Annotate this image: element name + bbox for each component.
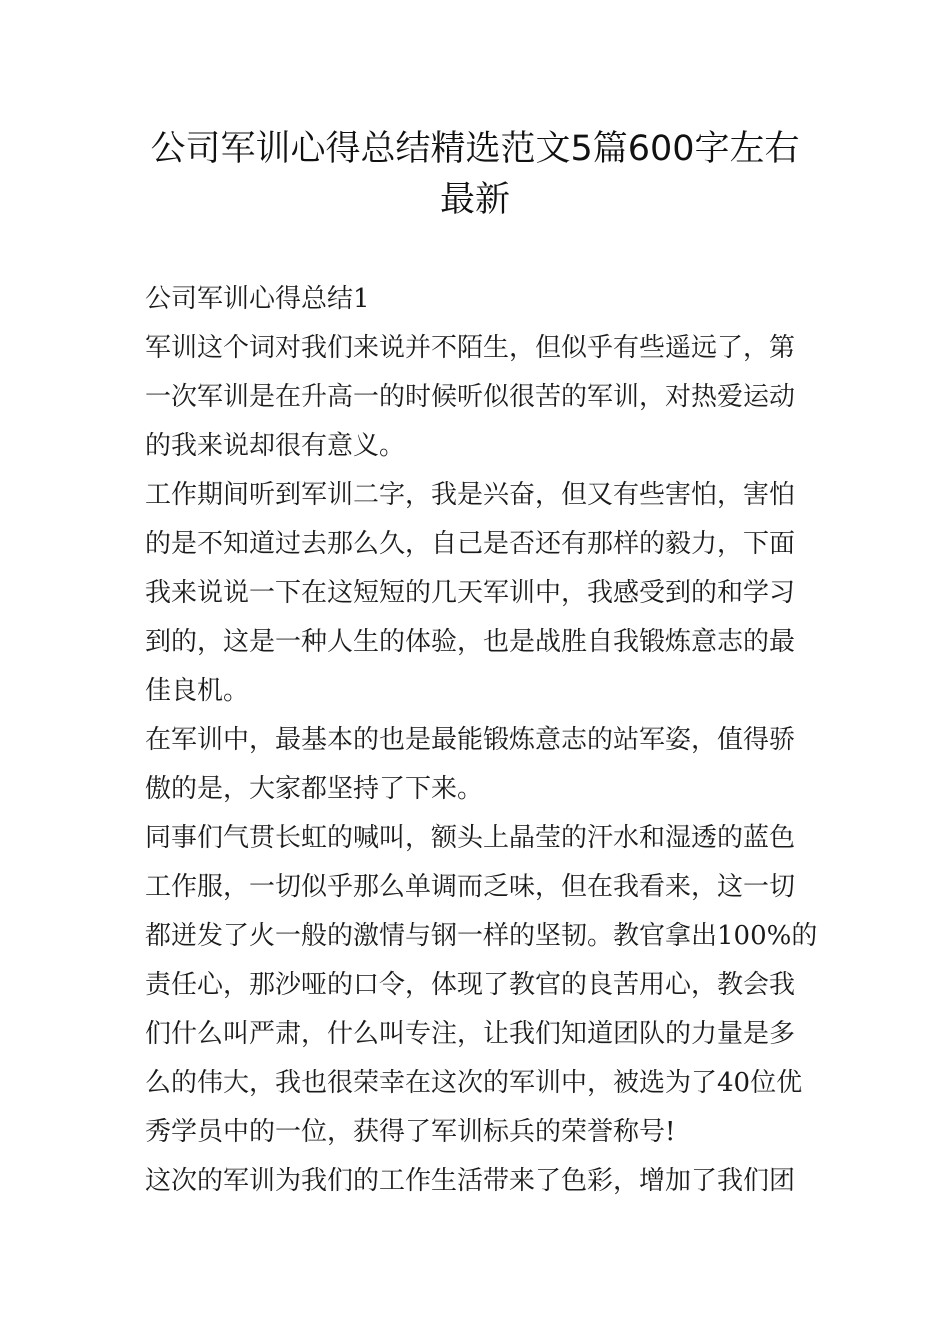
title-line-2: 最新	[439, 180, 510, 220]
text-line: 一次军训是在升高一的时候听似很苦的军训，对热爱运动	[145, 382, 796, 412]
text-line: 傲的是，大家都坚持了下来。	[145, 774, 484, 804]
section-heading: 公司军训心得总结1	[145, 284, 370, 314]
paragraph-2	[145, 477, 810, 710]
text-line: 在军训中，最基本的也是最能锻炼意志的站军姿，值得骄	[145, 725, 796, 755]
text-line: 军训这个词对我们来说并不陌生，但似乎有些遥远了，第	[145, 333, 796, 363]
text-line: 们什么叫严肃，什么叫专注，让我们知道团队的力量是多	[145, 1019, 796, 1049]
paragraph-3	[145, 722, 810, 808]
text-line: 秀学员中的一位，获得了军训标兵的荣誉称号!	[145, 1117, 676, 1147]
text-line: 到的，这是一种人生的体验，也是战胜自我锻炼意志的最	[145, 627, 796, 657]
paragraph-4	[145, 820, 818, 1151]
document-title	[120, 124, 830, 226]
text-line: 我来说说一下在这短短的几天军训中，我感受到的和学习	[145, 578, 796, 608]
text-line: 的我来说却很有意义。	[145, 431, 406, 461]
text-line: 工作服，一切似乎那么单调而乏味，但在我看来，这一切	[145, 872, 796, 902]
text-line: 同事们气贯长虹的喊叫，额头上晶莹的汗水和湿透的蓝色	[145, 823, 796, 853]
document-body	[145, 281, 818, 1212]
text-line: 么的伟大，我也很荣幸在这次的军训中，被选为了40位优	[145, 1068, 803, 1098]
paragraph-5	[145, 1163, 810, 1200]
text-line: 都迸发了火一般的激情与钢一样的坚韧。教官拿出100%的	[145, 921, 818, 951]
text-line: 这次的军训为我们的工作生活带来了色彩，增加了我们团	[145, 1166, 796, 1196]
title-line-1: 公司军训心得总结精选范文5篇600字左右	[150, 129, 800, 169]
text-line: 责任心，那沙哑的口令，体现了教官的良苦用心，教会我	[145, 970, 796, 1000]
text-line: 工作期间听到军训二字，我是兴奋，但又有些害怕，害怕	[145, 480, 796, 510]
text-line: 的是不知道过去那么久，自己是否还有那样的毅力，下面	[145, 529, 796, 559]
text-line: 佳良机。	[145, 676, 250, 706]
paragraph-1	[145, 330, 810, 465]
